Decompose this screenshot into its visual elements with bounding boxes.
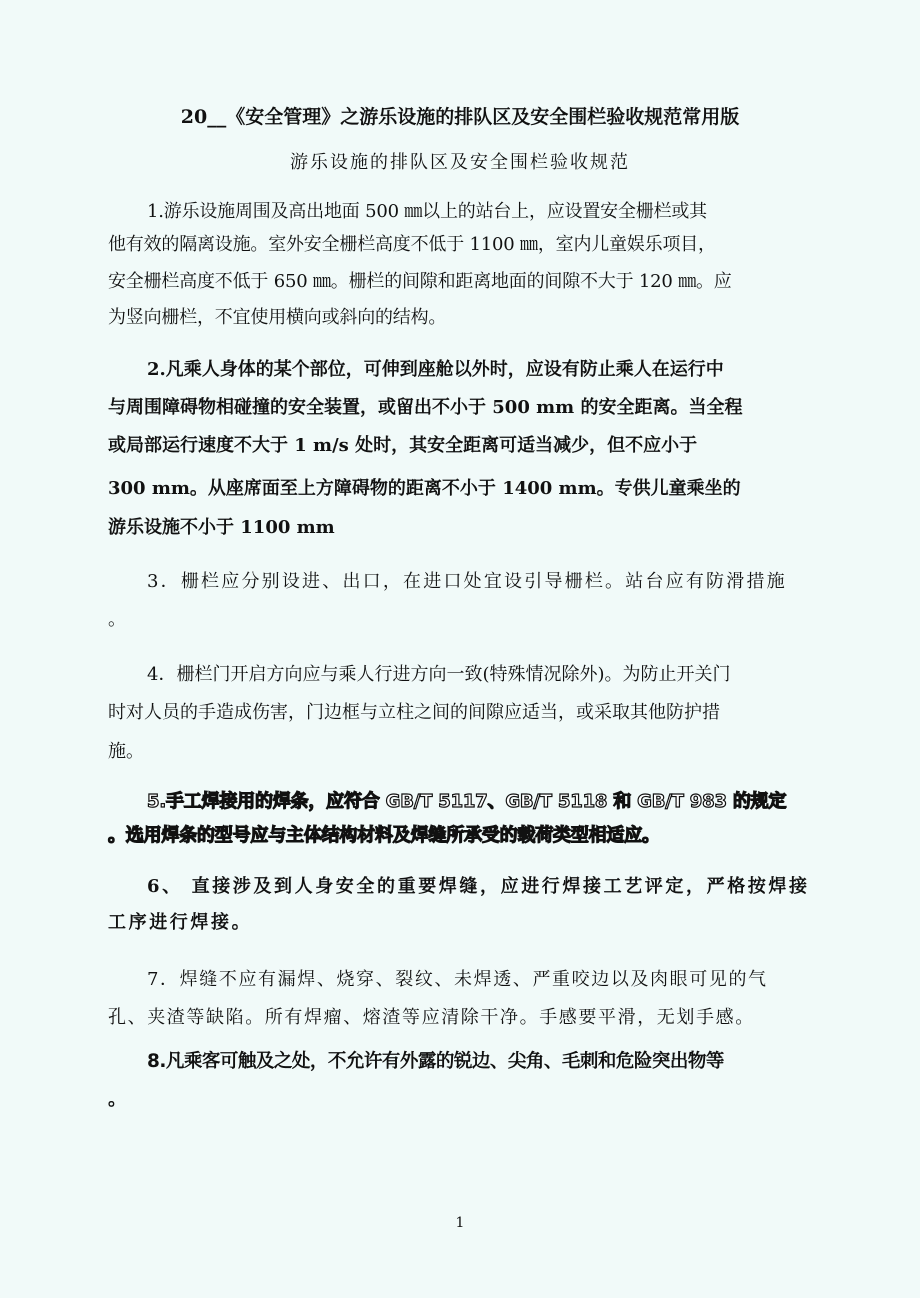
paragraph-line: 与周围障碍物相碰撞的安全装置，或留出不小于 500 mm 的安全距离。当全程 [108, 397, 743, 418]
paragraph-line: 7．焊缝不应有漏焊、烧穿、裂纹、未焊透、严重咬边以及肉眼可见的气 [147, 969, 768, 990]
paragraph-line: 4．栅栏门开启方向应与乘人行进方向一致(特殊情况除外)。为防止开关门 [147, 664, 731, 685]
paragraph-line: 。 [108, 1089, 127, 1110]
document-subtitle: 游乐设施的排队区及安全围栏验收规范 [290, 152, 630, 173]
paragraph-line: 时对人员的手造成伤害，门边框与立柱之间的间隙应适当，或采取其他防护措 [108, 702, 720, 723]
paragraph-line: 1.游乐设施周围及高出地面 500 ㎜以上的站台上，应设置安全栅栏或其 [147, 201, 707, 222]
paragraph-line: 工序进行焊接。 [108, 912, 253, 933]
paragraph-line: 施。 [108, 741, 144, 762]
paragraph-line: 为竖向栅栏，不宜使用横向或斜向的结构。 [108, 307, 447, 328]
paragraph-line: 。选用焊条的型号应与主体结构材料及焊缝所承受的载荷类型相适应。 [108, 825, 660, 846]
paragraph-line: 或局部运行速度不大于 1 m/s 处时，其安全距离可适当减少，但不应小于 [108, 435, 698, 456]
paragraph-line: 他有效的隔离设施。室外安全栅栏高度不低于 1100 ㎜，室内儿童娱乐项目， [108, 234, 716, 255]
paragraph-line: 2.凡乘人身体的某个部位，可伸到座舱以外时，应设有防止乘人在运行中 [147, 359, 724, 380]
paragraph-line: 游乐设施不小于 1100 mm [108, 517, 335, 538]
paragraph-line: 孔、夹渣等缺陷。所有焊瘤、熔渣等应清除干净。手感要平滑，无划手感。 [108, 1007, 755, 1028]
paragraph-line: 6、 直接涉及到人身安全的重要焊缝，应进行焊接工艺评定，严格按焊接 [147, 876, 810, 897]
paragraph-line: 300 mm。从座席面至上方障碍物的距离不小于 1400 mm。专供儿童乘坐的 [108, 478, 741, 499]
page-number: 1 [455, 1215, 465, 1231]
document-title: 20__《安全管理》之游乐设施的排队区及安全围栏验收规范常用版 [180, 106, 740, 128]
paragraph-line: 5.手工焊接用的焊条，应符合 GB/T 5117、GB/T 5118 和 GB/T 983 的规定 [147, 791, 787, 812]
paragraph-line: 。 [108, 609, 129, 630]
paragraph-line: 8.凡乘客可触及之处，不允许有外露的锐边、尖角、毛刺和危险突出物等 [147, 1051, 724, 1072]
paragraph-line: 3．栅栏应分别设进、出口，在进口处宜设引导栅栏。站台应有防滑措施 [147, 571, 787, 592]
paragraph-line: 安全栅栏高度不低于 650 ㎜。栅栏的间隙和距离地面的间隙不大于 120 ㎜。应 [108, 271, 732, 292]
